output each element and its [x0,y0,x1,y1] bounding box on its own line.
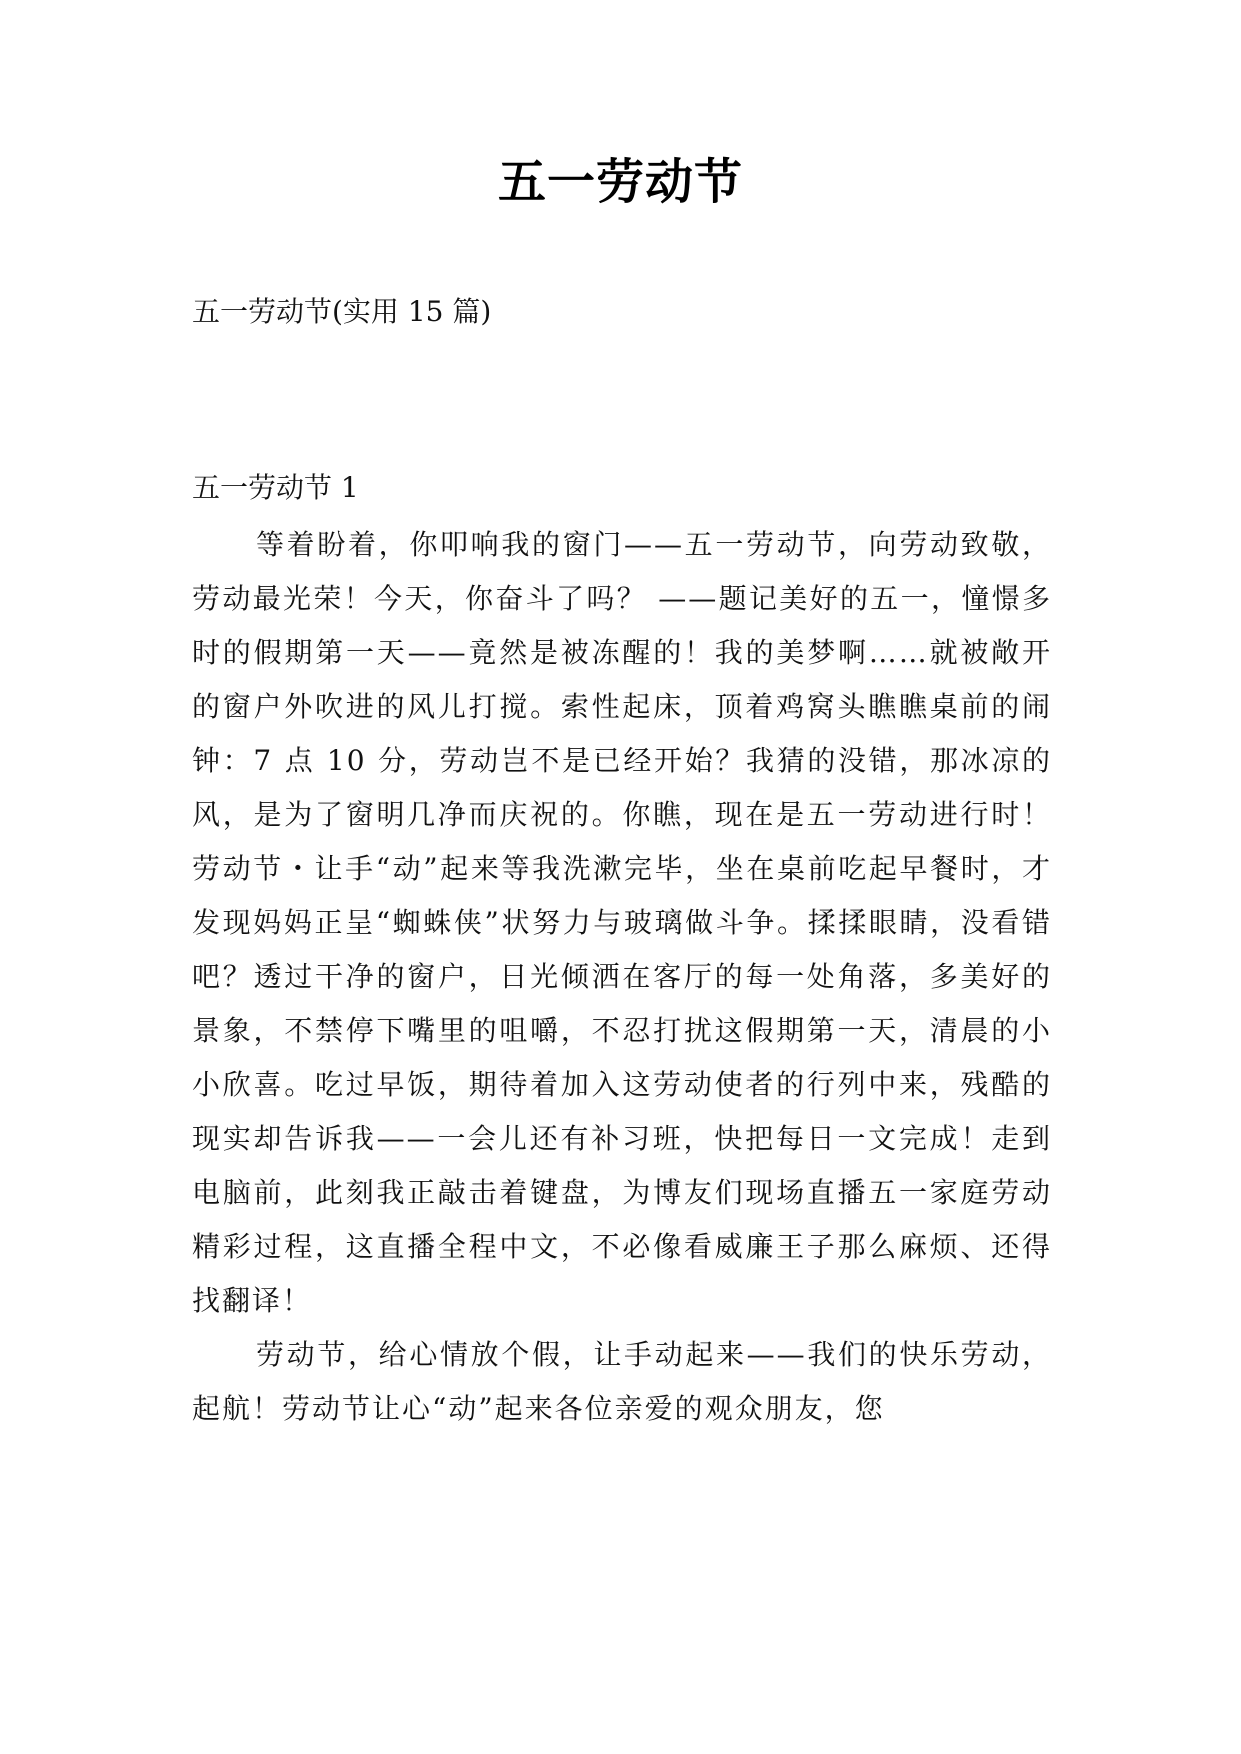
paragraph: 等着盼着，你叩响我的窗门——五一劳动节，向劳动致敬，劳动最光荣！今天，你奋斗了吗？ ——题记美好的五一，憧憬多时的假期第一天——竟然是被冻醒的！我的美梦啊……就被敞开的窗户外吹进的风儿打搅。索性起床，顶着鸡窝头瞧瞧桌前的闹钟：7 点 10 分，劳动岂不是已经开始？我猜的没错，那冰凉的风，是为了窗明几净而庆祝的。你瞧，现在是五一劳动进行时！劳动节・让手“动”起来等我洗漱完毕，坐在桌前吃起早餐时，才发现妈妈正呈“蜘蛛侠”状努力与玻璃做斗争。揉揉眼睛，没看错吧？透过干净的窗户，日光倾洒在客厅的每一处角落，多美好的景象，不禁停下嘴里的咀嚼，不忍打扰这假期第一天，清晨的小小欣喜。吃过早饭，期待着加入这劳动使者的行列中来，残酷的现实却告诉我——一会儿还有补习班，快把每日一文完成！走到电脑前，此刻我正敲击着键盘，为博友们现场直播五一家庭劳动精彩过程，这直播全程中文，不必像看威廉王子那么麻烦、还得找翻译！ [192,528,1052,1317]
document-subtitle: 五一劳动节(实用 15 篇) [192,295,492,328]
paragraph: 劳动节，给心情放个假，让手动起来——我们的快乐劳动，起航！劳动节让心“动”起来各位亲爱的观众朋友，您 [192,1338,1052,1425]
section-heading: 五一劳动节 1 [192,471,359,504]
section-body [192,518,1052,1436]
page-title: 五一劳动节 [497,154,743,210]
